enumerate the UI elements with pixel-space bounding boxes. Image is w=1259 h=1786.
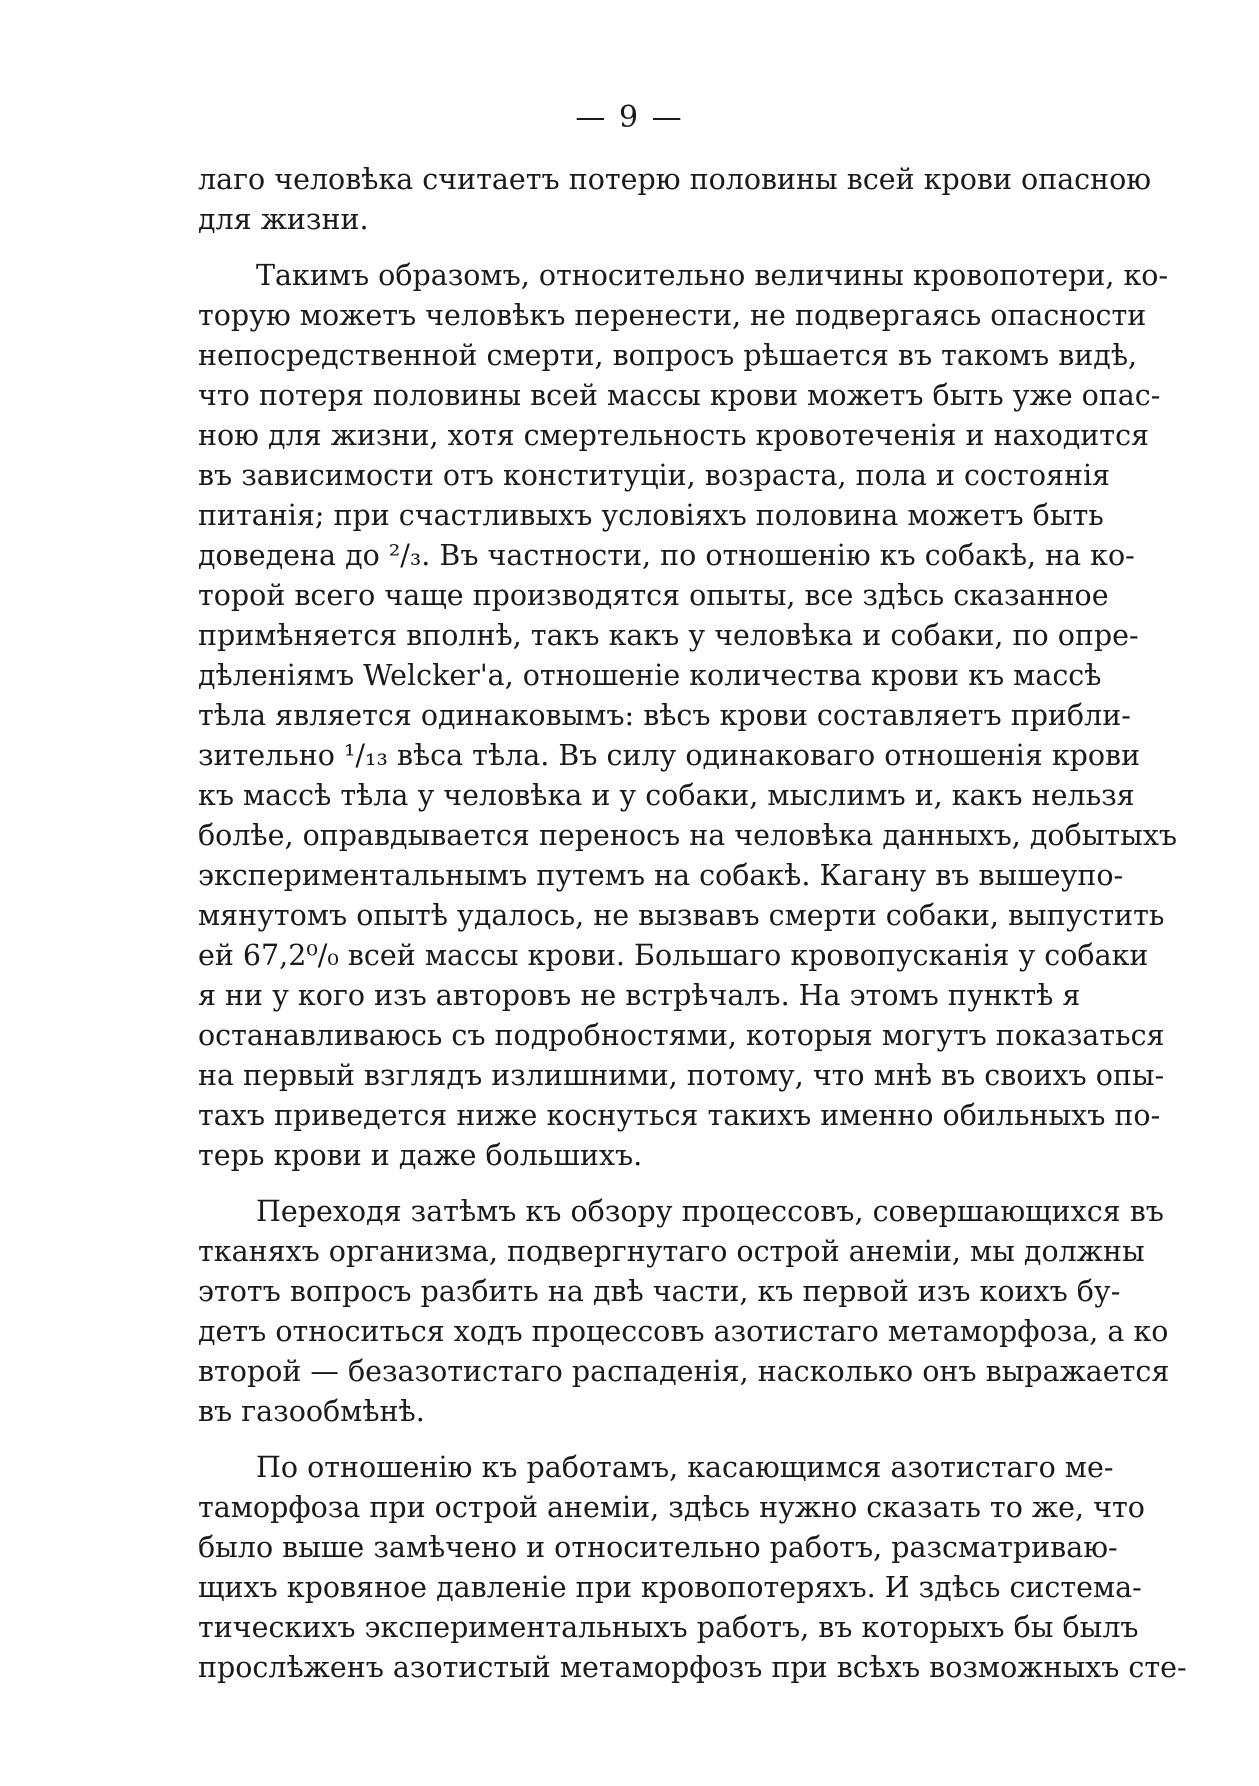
body-text [198,160,1187,1688]
text-line: тахъ приведется ниже коснуться такихъ именно обильныхъ по- [198,1099,1161,1132]
text-line: я ни у кого изъ авторовъ не встрѣчалъ. На этомъ пунктѣ я [198,979,1081,1012]
paragraph-gap [198,1432,1062,1448]
text-line: мянутомъ опытѣ удалось, не вызвавъ смерти собаки, выпустить [198,899,1165,932]
text-line: болѣе, оправдывается переносъ на человѣка данныхъ, добытыхъ [198,819,1178,852]
text-line: щихъ кровяное давленіе при кровопотеряхъ. И здѣсь система- [198,1571,1142,1604]
text-line: Такимъ образомъ, относительно величины кровопотери, ко- [256,259,1169,292]
text-line: на первый взглядъ излишними, потому, что мнѣ въ своихъ опы- [198,1059,1165,1092]
paragraph [198,1192,1170,1432]
paragraph [198,160,1152,240]
text-line: ей 67,2⁰/₀ всей массы крови. Большаго кровопусканія у собаки [198,939,1149,972]
text-line: зительно ¹/₁₃ вѣса тѣла. Въ силу одинаковаго отношенія крови [198,739,1141,772]
text-line: тканяхъ организма, подвергнутаго острой анеміи, мы должны [198,1235,1145,1268]
text-line: детъ относиться ходъ процессовъ азотистаго метаморфоза, а ко [198,1315,1169,1348]
text-line: торой всего чаще производятся опыты, все здѣсь сказанное [198,579,1109,612]
text-line: По отношенію къ работамъ, касающимся азотистаго ме- [256,1451,1114,1484]
text-line: непосредственной смерти, вопросъ рѣшается въ такомъ видѣ, [198,339,1138,372]
text-line: торую можетъ человѣкъ перенести, не подвергаясь опасности [198,299,1147,332]
text-line: этотъ вопросъ разбить на двѣ части, къ первой изъ коихъ бу- [198,1275,1121,1308]
text-line: лаго человѣка считаетъ потерю половины всей крови опасною [198,163,1152,196]
text-line: дѣленіямъ Welcker'a, отношеніе количества крови къ массѣ [198,659,1102,692]
text-line: ною для жизни, хотя смертельность кровотеченія и находится [198,419,1150,452]
text-line: было выше замѣчено и относительно работъ, разсматриваю- [198,1531,1118,1564]
text-line: останавливаюсь съ подробностями, которыя могутъ показаться [198,1019,1165,1052]
text-line: въ газообмѣнѣ. [198,1395,425,1428]
paragraph-gap [198,240,1062,256]
text-line: экспериментальнымъ путемъ на собакѣ. Кагану въ вышеупо- [198,859,1124,892]
paragraph-gap [198,1176,1062,1192]
text-line: таморфоза при острой анеміи, здѣсь нужно сказать то же, что [198,1491,1145,1524]
text-line: примѣняется вполнѣ, такъ какъ у человѣка и собаки, по опре- [198,619,1139,652]
text-line: терь крови и даже большихъ. [198,1139,643,1172]
text-line: доведена до ²/₃. Въ частности, по отношенію къ собакѣ, на ко- [198,539,1135,572]
paragraph [198,1448,1187,1688]
text-line: тическихъ экспериментальныхъ работъ, въ которыхъ бы былъ [198,1611,1139,1644]
text-line: питанія; при счастливыхъ условіяхъ половина можетъ быть [198,499,1104,532]
text-line: прослѣженъ азотистый метаморфозъ при всѣхъ возможныхъ сте- [198,1651,1187,1684]
paragraph [198,256,1178,1176]
text-line: Переходя затѣмъ къ обзору процессовъ, совершающихся въ [256,1195,1164,1228]
text-line: въ зависимости отъ конституціи, возраста, пола и состоянія [198,459,1111,492]
text-line: къ массѣ тѣла у человѣка и у собаки, мыслимъ и, какъ нельзя [198,779,1135,812]
page-number: — 9 — [575,100,684,135]
text-line: второй — безазотистаго распаденія, насколько онъ выражается [198,1355,1170,1388]
text-line: что потеря половины всей массы крови можетъ быть уже опас- [198,379,1161,412]
text-line: для жизни. [198,203,369,236]
text-line: тѣла является одинаковымъ: вѣсъ крови составляетъ прибли- [198,699,1131,732]
